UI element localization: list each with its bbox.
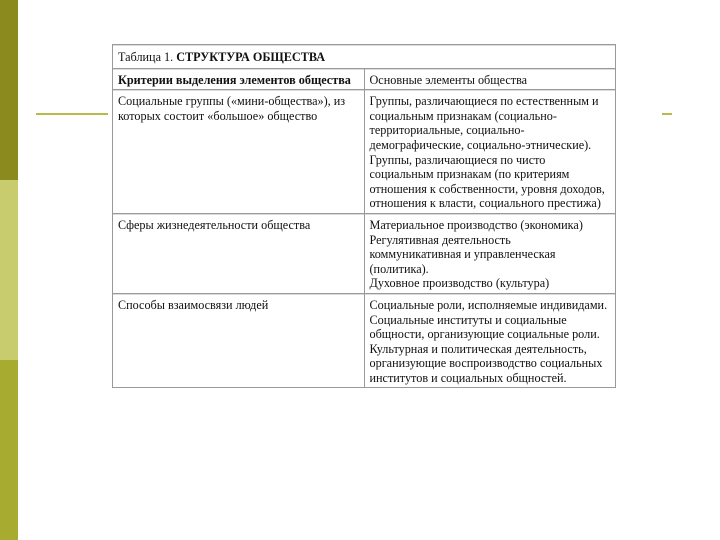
table-row [113, 214, 615, 293]
decor-rule-right [662, 113, 672, 115]
header-criteria: Критерии выделения элементов общества [113, 69, 364, 90]
decor-stripe-top [0, 0, 18, 180]
element-line: Духовное производство (культура) [369, 276, 550, 291]
decor-stripe-bottom [0, 360, 18, 540]
element-line: Регулятивная деятельность [369, 232, 511, 247]
row-criteria: Социальные группы («мини-общества»), из которых состоит «большое» общество [113, 90, 364, 213]
row-criteria: Способы взаимосвязи людей [113, 294, 364, 388]
table-row [113, 294, 615, 388]
header-elements: Основные элементы общества [365, 69, 616, 90]
row-criteria: Сферы жизнедеятельности общества [113, 214, 364, 293]
table-caption [113, 45, 615, 68]
row-elements: Группы, различающиеся по естественным и социальным признакам (социально-территориальные, социально-демографические, социально-этнические). Группы, различающиеся по чисто социальным признакам (по критериям отношения к собственности, уровня доходов, отношения к власти, социального престижа) [365, 90, 616, 213]
decor-rule-left [36, 113, 108, 115]
element-line: коммуникативная и управленческая (политика). [369, 247, 556, 276]
row-elements [365, 214, 616, 293]
table [112, 44, 616, 388]
caption-title: СТРУКТУРА ОБЩЕСТВА [176, 50, 326, 64]
element-line: Материальное производство (экономика) [369, 217, 583, 232]
row-elements: Социальные роли, исполняемые индивидами. Социальные институты и социальные общности, организующие социальные роли. Культурная и политическая деятельность, организующие воспроизводство социальных институтов и социальных общностей. [365, 294, 616, 388]
caption-row [113, 45, 615, 68]
caption-prefix: Таблица 1. [118, 50, 174, 64]
table-row [113, 90, 615, 213]
decor-stripe-middle [0, 180, 18, 360]
header-row [113, 69, 615, 90]
society-structure-table [112, 44, 616, 388]
